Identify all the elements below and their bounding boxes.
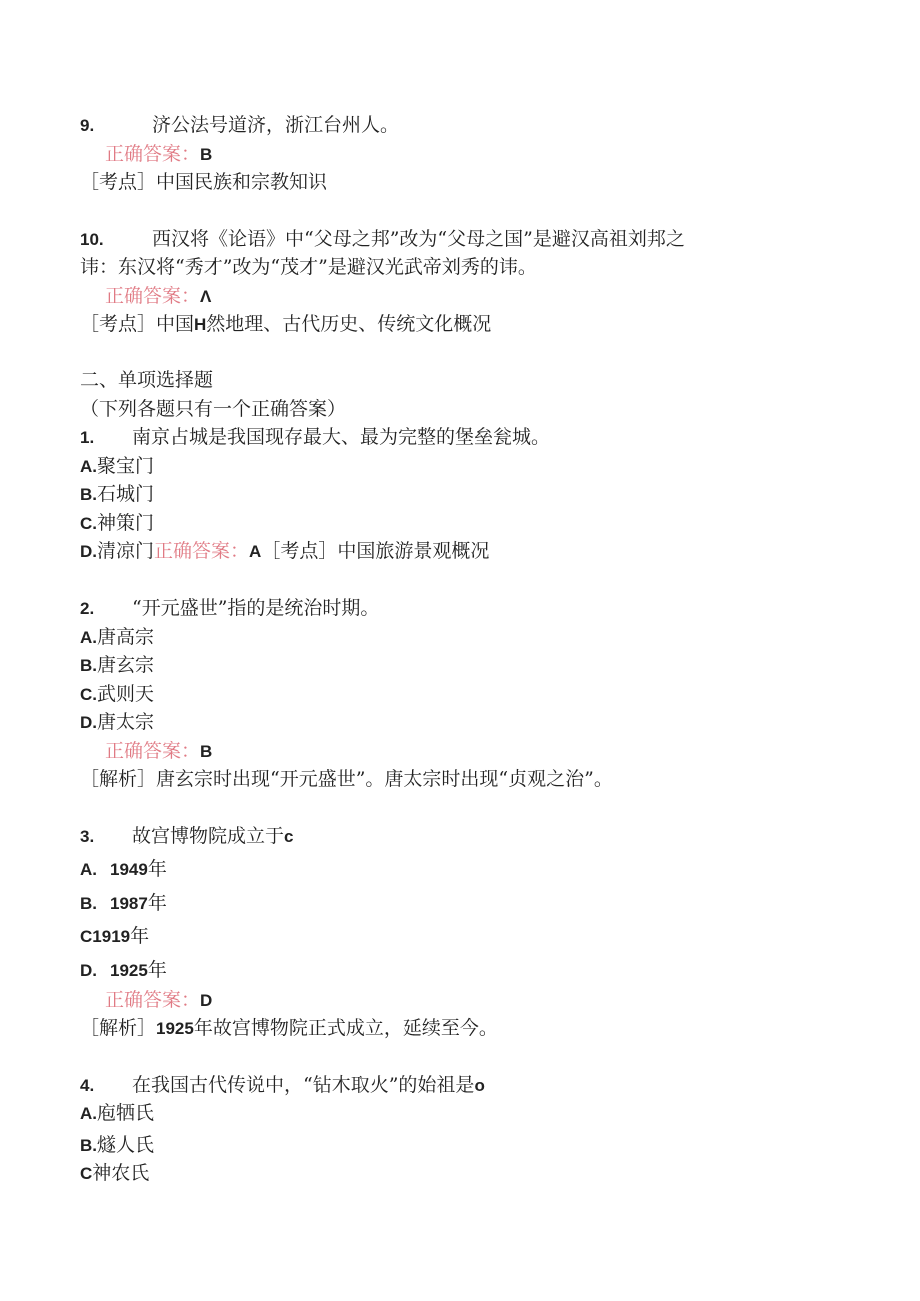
- answer-9: 正确答案：B: [105, 143, 213, 165]
- note-s2: ［解析］唐玄宗时出现“开元盛世”。唐太宗时出现“贞观之治”。: [80, 768, 613, 790]
- answer-s2: 正确答案：B: [105, 740, 213, 762]
- note-9: ［考点］中国民族和宗教知识: [80, 171, 328, 193]
- option-c: C.神策门: [80, 512, 155, 534]
- note-s3: ［解析］1925年故宫博物院正式成立，延续至今。: [80, 1017, 498, 1039]
- section-title: 二、单项选择题: [80, 369, 214, 391]
- single-question-2: 2. “开元盛世”指的是统治时期。: [80, 597, 380, 619]
- option-c: C神农氏: [80, 1162, 150, 1184]
- option-b: B.燧人氏: [80, 1134, 155, 1156]
- single-question-4: 4. 在我国古代传说中，“钻木取火”的始祖是o: [80, 1074, 485, 1096]
- option-b: B. 1987年: [80, 892, 167, 914]
- section-subtitle: （下列各题只有一个正确答案）: [80, 398, 347, 420]
- option-a: A.庖牺氏: [80, 1102, 155, 1124]
- option-c: C1919年: [80, 925, 150, 947]
- note-10: ［考点］中国H然地理、古代历史、传统文化概况: [80, 313, 492, 335]
- question-9: 9. 济公法号道济，浙江台州人。: [80, 114, 400, 136]
- option-a: A.唐高宗: [80, 626, 155, 648]
- answer-s3: 正确答案：D: [105, 989, 213, 1011]
- option-d: D.唐太宗: [80, 711, 155, 733]
- answer-10: 正确答案：Λ: [105, 285, 212, 307]
- option-a: A.聚宝门: [80, 455, 155, 477]
- question-10: 10. 西汉将《论语》中“父母之邦”改为“父母之国”是避汉高祖刘邦之: [80, 228, 685, 250]
- option-a: A. 1949年: [80, 858, 167, 880]
- option-b: B.唐玄宗: [80, 654, 155, 676]
- option-b: B.石城门: [80, 483, 155, 505]
- option-d-with-answer: D.清凉门正确答案：A［考点］中国旅游景观概况: [80, 540, 490, 562]
- option-c: C.武则天: [80, 683, 155, 705]
- single-question-3: 3. 故宫博物院成立于c: [80, 825, 294, 847]
- question-10-cont: 讳：东汉将“秀才”改为“茂才”是避汉光武帝刘秀的讳。: [80, 256, 537, 278]
- option-d: D. 1925年: [80, 959, 167, 981]
- single-question-1: 1. 南京占城是我国现存最大、最为完整的堡垒瓮城。: [80, 426, 551, 448]
